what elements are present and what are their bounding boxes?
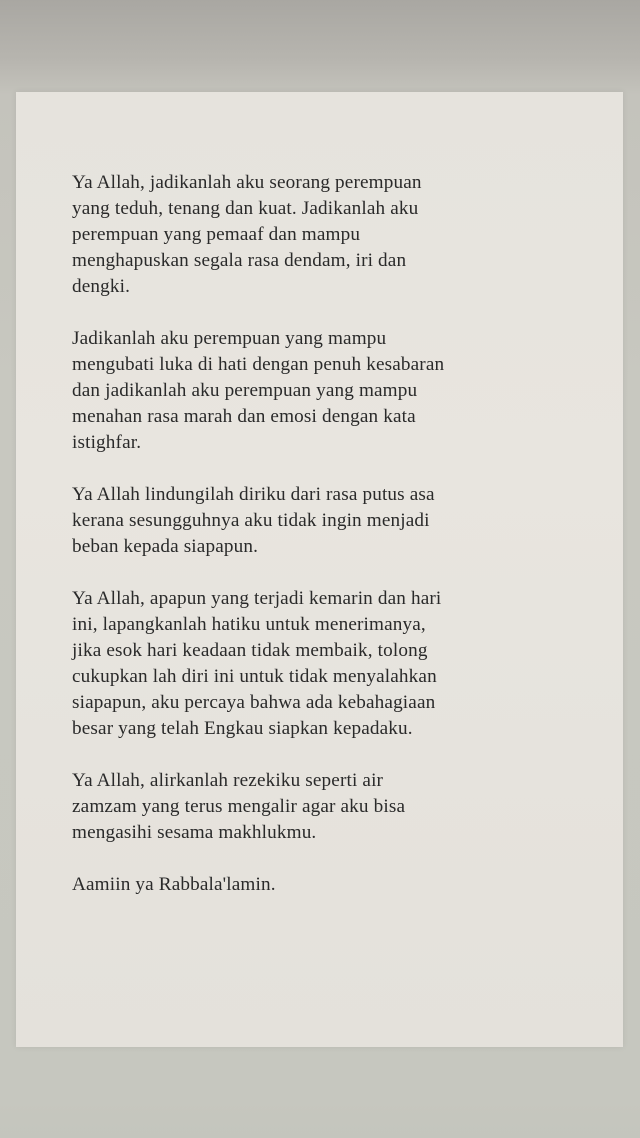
paragraph-3: Ya Allah lindungilah diriku dari rasa putus asa kerana sesungguhnya aku tidak ingin menjadi beban kepada siapapun. [72,484,435,557]
prayer-text [72,170,572,924]
paragraph-1: Ya Allah, jadikanlah aku seorang perempuan yang teduh, tenang dan kuat. Jadikanlah aku perempuan yang pemaaf dan mampu menghapuskan segala rasa dendam, iri dan dengki. [72,172,422,297]
paper-card [16,92,623,1047]
paragraph-4: Ya Allah, apapun yang terjadi kemarin dan hari ini, lapangkanlah hatiku untuk menerimanya, jika esok hari keadaan tidak membaik, tolong cukupkan lah diri ini untuk tidak menyalahkan siapapun, aku percaya bahwa ada kebahagiaan besar yang telah Engkau siapkan kepadaku. [72,588,442,739]
paragraph-2: Jadikanlah aku perempuan yang mampu mengubati luka di hati dengan penuh kesabaran dan jadikanlah aku perempuan yang mampu menahan rasa marah dan emosi dengan kata istighfar. [72,328,445,453]
paragraph-closing: Aamiin ya Rabbala'lamin. [72,874,276,895]
paragraph-5: Ya Allah, alirkanlah rezekiku seperti air zamzam yang terus mengalir agar aku bisa mengasihi sesama makhlukmu. [72,770,406,843]
